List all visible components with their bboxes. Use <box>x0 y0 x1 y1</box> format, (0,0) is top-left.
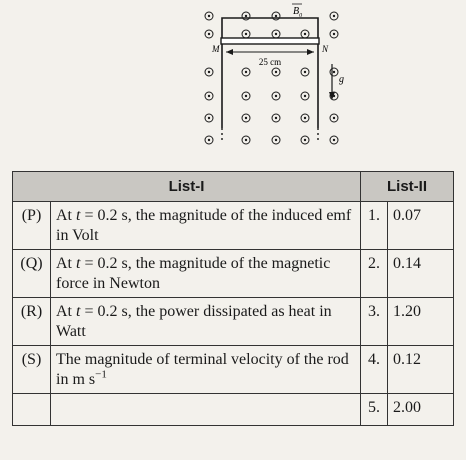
field-dot <box>208 117 210 119</box>
width-label: 25 cm <box>258 57 282 67</box>
field-label: $B_0$ <box>293 6 303 19</box>
field-dot <box>333 33 335 35</box>
field-dot <box>208 95 210 97</box>
option-value: 0.14 <box>388 250 454 298</box>
field-dot <box>245 71 247 73</box>
field-dot <box>245 117 247 119</box>
field-dot <box>275 117 277 119</box>
field-dot <box>245 139 247 141</box>
field-dot <box>275 71 277 73</box>
table-row <box>13 346 454 394</box>
option-value: 0.07 <box>388 202 454 250</box>
field-dot <box>333 139 335 141</box>
field-dot <box>304 71 306 73</box>
field-dot <box>208 139 210 141</box>
row-label: (Q) <box>13 250 51 298</box>
row-label: (S) <box>13 346 51 394</box>
field-dot <box>304 139 306 141</box>
header-list-2: List-II <box>361 172 454 202</box>
row-label: (P) <box>13 202 51 250</box>
row-label: (R) <box>13 298 51 346</box>
option-number: 3. <box>361 298 388 346</box>
row-text: The magnitude of terminal velocity of the rod in m $s^{-1}$ <box>51 346 361 394</box>
field-dot <box>275 15 277 17</box>
option-value: 0.12 <box>388 346 454 394</box>
label-m: M <box>212 44 220 54</box>
field-dot <box>208 15 210 17</box>
gravity-label: g <box>339 74 344 85</box>
field-dot <box>333 117 335 119</box>
table-row <box>13 298 454 346</box>
option-number: 4. <box>361 346 388 394</box>
match-list-table <box>12 171 454 426</box>
field-dot <box>275 95 277 97</box>
field-dot <box>304 95 306 97</box>
option-number: 5. <box>361 394 388 426</box>
option-value: 2.00 <box>388 394 454 426</box>
table-row <box>13 250 454 298</box>
table-header-row <box>13 172 454 202</box>
option-value: 1.20 <box>388 298 454 346</box>
field-dot <box>245 95 247 97</box>
field-dot <box>275 33 277 35</box>
field-dot <box>208 33 210 35</box>
field-dot <box>333 71 335 73</box>
row-text: At t = 0.2 s, the power dissipated as heat in Watt <box>51 298 361 346</box>
field-dot <box>245 15 247 17</box>
row-text: At t = 0.2 s, the magnitude of the induced emf in Volt <box>51 202 361 250</box>
field-dot <box>245 33 247 35</box>
label-n: N <box>322 44 329 54</box>
field-dot <box>208 71 210 73</box>
row-text <box>51 394 361 426</box>
table-row <box>13 202 454 250</box>
option-number: 1. <box>361 202 388 250</box>
sliding-rod <box>221 38 319 44</box>
field-dot <box>304 117 306 119</box>
row-text: At t = 0.2 s, the magnitude of the magnetic force in Newton <box>51 250 361 298</box>
row-label <box>13 394 51 426</box>
physics-figure <box>0 0 466 160</box>
field-dot <box>304 33 306 35</box>
u-shaped-rails <box>222 18 318 128</box>
field-dot <box>275 139 277 141</box>
table-row <box>13 394 454 426</box>
option-number: 2. <box>361 250 388 298</box>
field-dot <box>333 15 335 17</box>
header-list-1: List-I <box>13 172 361 202</box>
